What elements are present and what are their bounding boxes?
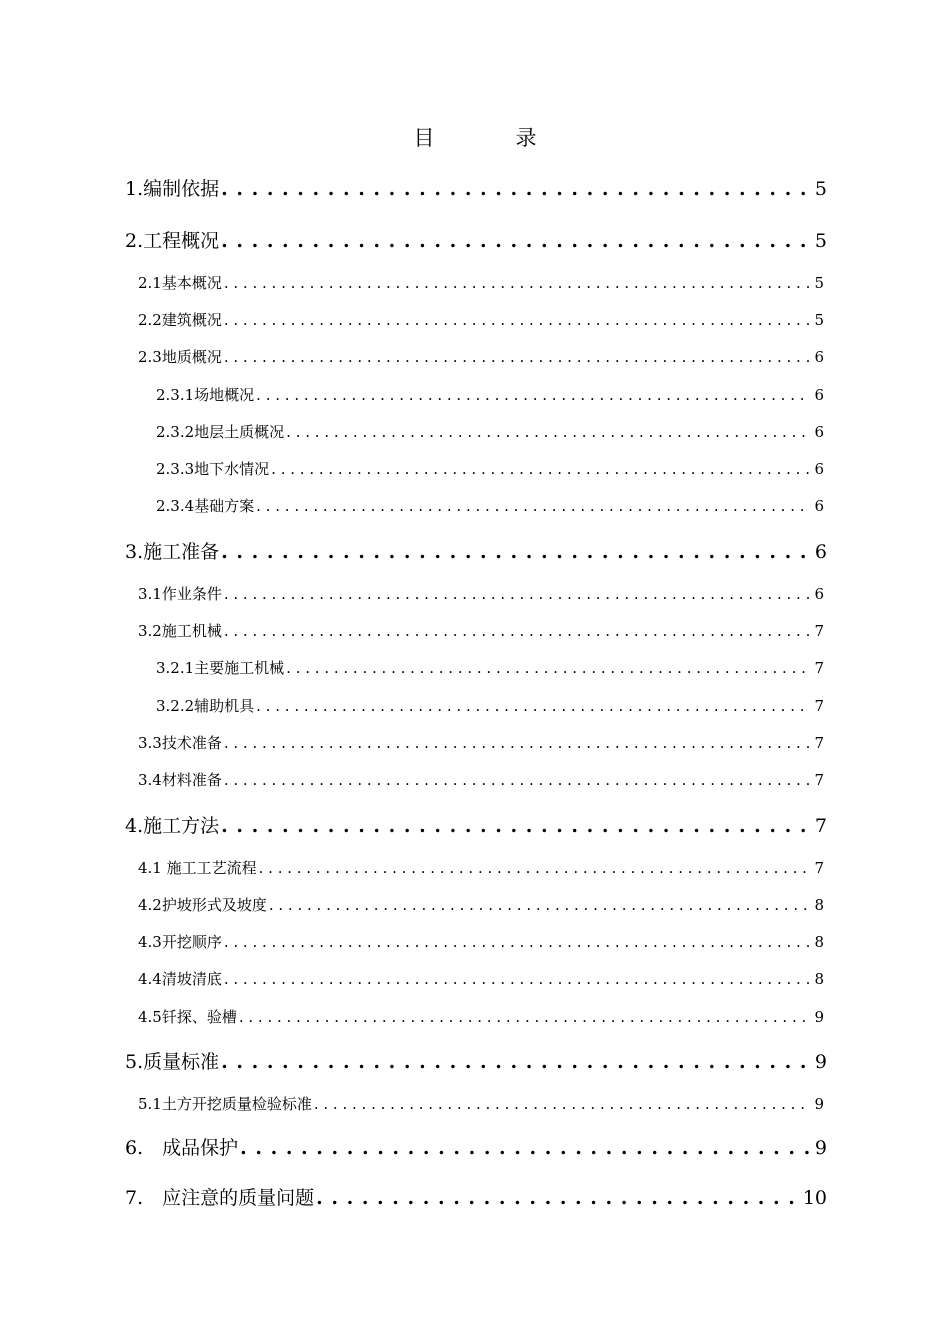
toc-entry[interactable]: [156, 458, 824, 479]
dot-leader: [256, 497, 810, 515]
toc-entry-label: 4.5钎探、验槽: [138, 1008, 237, 1026]
toc-entry[interactable]: [138, 968, 824, 989]
toc-entry-label: 2.3.2地层土质概况: [156, 423, 285, 441]
toc-entry-label: 4.1 施工工艺流程: [138, 859, 257, 877]
dot-leader: [224, 734, 811, 752]
dot-leader: [224, 622, 811, 640]
toc-entry[interactable]: [138, 583, 824, 604]
toc-entry-page-number: 7: [814, 771, 824, 789]
toc-entry-label: 2.2建筑概况: [138, 311, 222, 329]
dot-leader: [240, 1137, 811, 1159]
toc-entry-label: 3.2.1主要施工机械: [156, 659, 285, 677]
toc-entry[interactable]: [138, 620, 824, 641]
toc-entry[interactable]: [125, 537, 827, 564]
toc-entry-page-number: 7: [814, 734, 824, 752]
toc-entry-label: 4.3开挖顺序: [138, 933, 222, 951]
toc-entry-label: 3.施工准备: [125, 541, 220, 563]
dot-leader: [286, 659, 810, 677]
dot-leader: [316, 1187, 799, 1209]
toc-entry[interactable]: [138, 1006, 824, 1027]
toc-entry[interactable]: [156, 695, 824, 716]
toc-entry-label: 5.质量标准: [125, 1051, 220, 1073]
dot-leader: [221, 1051, 811, 1073]
toc-entry-page-number: 5: [814, 230, 827, 252]
dot-leader: [224, 771, 811, 789]
dot-leader: [224, 274, 811, 292]
toc-entry-label: 3.2施工机械: [138, 622, 222, 640]
toc-entry-page-number: 5: [814, 311, 824, 329]
toc-entry[interactable]: [156, 421, 824, 442]
toc-entry-label: 5.1土方开挖质量检验标准: [138, 1095, 312, 1113]
toc-entry[interactable]: [138, 931, 824, 952]
toc-entry-label: 1.编制依据: [125, 178, 220, 200]
toc-entry[interactable]: [125, 1047, 827, 1074]
toc-entry-page-number: 8: [814, 970, 824, 988]
toc-entry[interactable]: [156, 657, 824, 678]
toc-entry-label: 4.2护坡形式及坡度: [138, 896, 267, 914]
toc-entry-page-number: 9: [814, 1051, 827, 1073]
dot-leader: [224, 970, 811, 988]
dot-leader: [239, 1008, 811, 1026]
toc-entry-label: 2.1基本概况: [138, 274, 222, 292]
toc-entry-label: 2.3.4基础方案: [156, 497, 255, 515]
toc-entry-page-number: 6: [814, 348, 824, 366]
dot-leader: [256, 697, 810, 715]
toc-entry-label: 2.工程概况: [125, 230, 220, 252]
toc-entry-page-number: 9: [814, 1095, 824, 1113]
dot-leader: [224, 311, 811, 329]
toc-entry[interactable]: [138, 272, 824, 293]
toc-entry-page-number: 10: [802, 1187, 827, 1209]
dot-leader: [256, 386, 810, 404]
toc-entry[interactable]: [125, 174, 827, 201]
toc-entry[interactable]: [156, 495, 824, 516]
page-title: 目 录: [413, 126, 567, 150]
toc-entry-page-number: 5: [814, 178, 827, 200]
toc-entry-page-number: 6: [814, 423, 824, 441]
toc-entry-page-number: 7: [814, 697, 824, 715]
toc-entry[interactable]: [138, 769, 824, 790]
dot-leader: [221, 815, 811, 837]
toc-entry-label: 3.3技术准备: [138, 734, 222, 752]
dot-leader: [224, 585, 811, 603]
toc-entry-page-number: 7: [814, 622, 824, 640]
toc-entry[interactable]: [156, 384, 824, 405]
toc-entry-page-number: 6: [814, 541, 827, 563]
toc-entry[interactable]: [138, 894, 824, 915]
dot-leader: [224, 933, 811, 951]
toc-entry-page-number: 7: [814, 659, 824, 677]
toc-entry-label: 2.3.3地下水情况: [156, 460, 270, 478]
toc-entry-label: 4.施工方法: [125, 815, 220, 837]
toc-entry[interactable]: [138, 309, 824, 330]
dot-leader: [269, 896, 811, 914]
toc-entry[interactable]: [125, 811, 827, 838]
toc-entry-label: 3.2.2辅助机具: [156, 697, 255, 715]
toc-entry[interactable]: [138, 857, 824, 878]
toc-entry[interactable]: [125, 1133, 827, 1160]
toc-entry-page-number: 9: [814, 1008, 824, 1026]
toc-entry-label: 4.4清坡清底: [138, 970, 222, 988]
toc-entry-page-number: 6: [814, 497, 824, 515]
toc-entry-page-number: 8: [814, 933, 824, 951]
toc-entry-label: 3.1作业条件: [138, 585, 222, 603]
toc-entry-label: 3.4材料准备: [138, 771, 222, 789]
toc-entry-page-number: 9: [814, 1137, 827, 1159]
dot-leader: [271, 460, 810, 478]
toc-entry-label: 2.3.1场地概况: [156, 386, 255, 404]
toc-entry-page-number: 8: [814, 896, 824, 914]
dot-leader: [221, 541, 811, 563]
toc-entry[interactable]: [125, 1183, 827, 1210]
dot-leader: [224, 348, 811, 366]
dot-leader: [314, 1095, 811, 1113]
dot-leader: [221, 178, 811, 200]
toc-entry-page-number: 6: [814, 460, 824, 478]
toc-entry-page-number: 7: [814, 859, 824, 877]
dot-leader: [259, 859, 811, 877]
toc-entry-page-number: 5: [814, 274, 824, 292]
dot-leader: [221, 230, 811, 252]
toc-entry-page-number: 7: [814, 815, 827, 837]
toc-entry-page-number: 6: [814, 585, 824, 603]
toc-entry-page-number: 6: [814, 386, 824, 404]
toc-entry[interactable]: [138, 732, 824, 753]
toc-entry-label: 2.3地质概况: [138, 348, 222, 366]
toc-entry[interactable]: [138, 1093, 824, 1114]
toc-entry-label: 7. 应注意的质量问题: [125, 1187, 315, 1209]
toc-entry-label: 6. 成品保护: [125, 1137, 239, 1159]
toc-entry[interactable]: [138, 346, 824, 367]
dot-leader: [286, 423, 810, 441]
toc-entry[interactable]: [125, 226, 827, 253]
